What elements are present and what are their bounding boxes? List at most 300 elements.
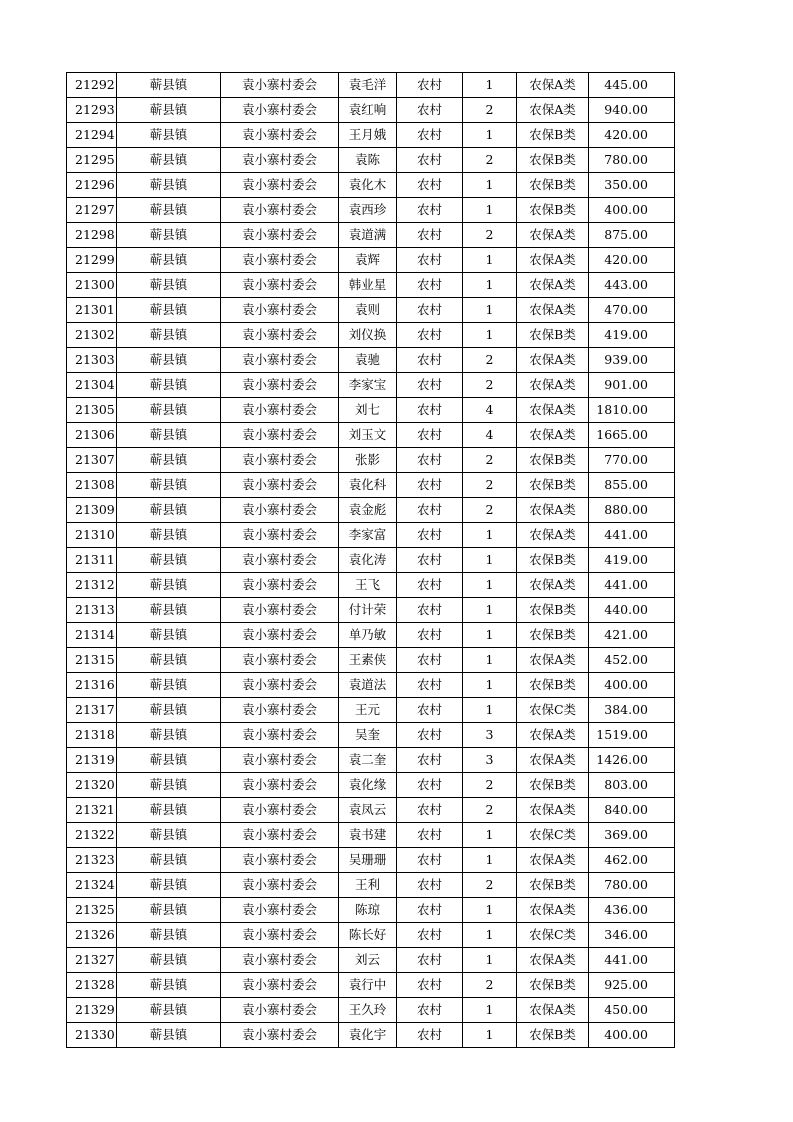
household-count-cell: 4 xyxy=(463,398,517,423)
town-cell: 蕲县镇 xyxy=(117,623,221,648)
table-row xyxy=(67,298,675,323)
town-cell: 蕲县镇 xyxy=(117,648,221,673)
amount-cell: 350.00 xyxy=(589,173,675,198)
town-cell: 蕲县镇 xyxy=(117,398,221,423)
person-name-cell: 袁行中 xyxy=(339,973,397,998)
record-id-cell: 21322 xyxy=(67,823,117,848)
town-cell: 蕲县镇 xyxy=(117,748,221,773)
residence-type-cell: 农村 xyxy=(397,273,463,298)
village-committee-cell: 袁小寨村委会 xyxy=(221,273,339,298)
person-name-cell: 付计荣 xyxy=(339,598,397,623)
amount-cell: 452.00 xyxy=(589,648,675,673)
residence-type-cell: 农村 xyxy=(397,898,463,923)
residence-type-cell: 农村 xyxy=(397,648,463,673)
category-cell: 农保B类 xyxy=(517,973,589,998)
person-name-cell: 袁化木 xyxy=(339,173,397,198)
record-id-cell: 21319 xyxy=(67,748,117,773)
town-cell: 蕲县镇 xyxy=(117,148,221,173)
category-cell: 农保A类 xyxy=(517,273,589,298)
record-id-cell: 21323 xyxy=(67,848,117,873)
category-cell: 农保A类 xyxy=(517,998,589,1023)
person-name-cell: 袁毛洋 xyxy=(339,73,397,98)
household-count-cell: 2 xyxy=(463,798,517,823)
village-committee-cell: 袁小寨村委会 xyxy=(221,223,339,248)
town-cell: 蕲县镇 xyxy=(117,98,221,123)
residence-type-cell: 农村 xyxy=(397,123,463,148)
household-count-cell: 1 xyxy=(463,923,517,948)
category-cell: 农保A类 xyxy=(517,798,589,823)
village-committee-cell: 袁小寨村委会 xyxy=(221,323,339,348)
person-name-cell: 袁二奎 xyxy=(339,748,397,773)
amount-cell: 441.00 xyxy=(589,948,675,973)
household-count-cell: 2 xyxy=(463,498,517,523)
amount-cell: 1426.00 xyxy=(589,748,675,773)
table-row xyxy=(67,248,675,273)
residence-type-cell: 农村 xyxy=(397,623,463,648)
village-committee-cell: 袁小寨村委会 xyxy=(221,798,339,823)
amount-cell: 420.00 xyxy=(589,123,675,148)
household-count-cell: 1 xyxy=(463,548,517,573)
residence-type-cell: 农村 xyxy=(397,873,463,898)
amount-cell: 840.00 xyxy=(589,798,675,823)
village-committee-cell: 袁小寨村委会 xyxy=(221,1023,339,1048)
person-name-cell: 王利 xyxy=(339,873,397,898)
town-cell: 蕲县镇 xyxy=(117,498,221,523)
person-name-cell: 吴奎 xyxy=(339,723,397,748)
table-row xyxy=(67,148,675,173)
residence-type-cell: 农村 xyxy=(397,673,463,698)
village-committee-cell: 袁小寨村委会 xyxy=(221,648,339,673)
person-name-cell: 袁金彪 xyxy=(339,498,397,523)
amount-cell: 419.00 xyxy=(589,548,675,573)
town-cell: 蕲县镇 xyxy=(117,973,221,998)
category-cell: 农保B类 xyxy=(517,598,589,623)
household-count-cell: 2 xyxy=(463,773,517,798)
records-table xyxy=(66,72,675,1048)
category-cell: 农保A类 xyxy=(517,948,589,973)
residence-type-cell: 农村 xyxy=(397,798,463,823)
household-count-cell: 1 xyxy=(463,698,517,723)
household-count-cell: 1 xyxy=(463,198,517,223)
residence-type-cell: 农村 xyxy=(397,323,463,348)
household-count-cell: 2 xyxy=(463,448,517,473)
table-row xyxy=(67,523,675,548)
person-name-cell: 王久玲 xyxy=(339,998,397,1023)
residence-type-cell: 农村 xyxy=(397,448,463,473)
category-cell: 农保B类 xyxy=(517,1023,589,1048)
table-row xyxy=(67,98,675,123)
person-name-cell: 袁陈 xyxy=(339,148,397,173)
table-row xyxy=(67,498,675,523)
record-id-cell: 21318 xyxy=(67,723,117,748)
amount-cell: 440.00 xyxy=(589,598,675,623)
person-name-cell: 陈长好 xyxy=(339,923,397,948)
household-count-cell: 1 xyxy=(463,73,517,98)
town-cell: 蕲县镇 xyxy=(117,723,221,748)
table-row xyxy=(67,398,675,423)
village-committee-cell: 袁小寨村委会 xyxy=(221,398,339,423)
household-count-cell: 3 xyxy=(463,748,517,773)
amount-cell: 939.00 xyxy=(589,348,675,373)
category-cell: 农保C类 xyxy=(517,698,589,723)
person-name-cell: 袁化宇 xyxy=(339,1023,397,1048)
person-name-cell: 袁西珍 xyxy=(339,198,397,223)
household-count-cell: 1 xyxy=(463,248,517,273)
village-committee-cell: 袁小寨村委会 xyxy=(221,523,339,548)
village-committee-cell: 袁小寨村委会 xyxy=(221,723,339,748)
residence-type-cell: 农村 xyxy=(397,298,463,323)
residence-type-cell: 农村 xyxy=(397,823,463,848)
table-row xyxy=(67,223,675,248)
record-id-cell: 21320 xyxy=(67,773,117,798)
village-committee-cell: 袁小寨村委会 xyxy=(221,998,339,1023)
village-committee-cell: 袁小寨村委会 xyxy=(221,123,339,148)
record-id-cell: 21326 xyxy=(67,923,117,948)
village-committee-cell: 袁小寨村委会 xyxy=(221,623,339,648)
category-cell: 农保A类 xyxy=(517,573,589,598)
household-count-cell: 1 xyxy=(463,998,517,1023)
table-row xyxy=(67,773,675,798)
village-committee-cell: 袁小寨村委会 xyxy=(221,898,339,923)
table-row xyxy=(67,798,675,823)
category-cell: 农保B类 xyxy=(517,623,589,648)
amount-cell: 421.00 xyxy=(589,623,675,648)
record-id-cell: 21305 xyxy=(67,398,117,423)
amount-cell: 803.00 xyxy=(589,773,675,798)
household-count-cell: 1 xyxy=(463,848,517,873)
person-name-cell: 陈琼 xyxy=(339,898,397,923)
table-row xyxy=(67,173,675,198)
record-id-cell: 21297 xyxy=(67,198,117,223)
person-name-cell: 吴珊珊 xyxy=(339,848,397,873)
record-id-cell: 21302 xyxy=(67,323,117,348)
town-cell: 蕲县镇 xyxy=(117,1023,221,1048)
village-committee-cell: 袁小寨村委会 xyxy=(221,598,339,623)
category-cell: 农保A类 xyxy=(517,248,589,273)
person-name-cell: 李家宝 xyxy=(339,373,397,398)
category-cell: 农保A类 xyxy=(517,223,589,248)
amount-cell: 1519.00 xyxy=(589,723,675,748)
residence-type-cell: 农村 xyxy=(397,148,463,173)
record-id-cell: 21300 xyxy=(67,273,117,298)
village-committee-cell: 袁小寨村委会 xyxy=(221,423,339,448)
town-cell: 蕲县镇 xyxy=(117,373,221,398)
category-cell: 农保B类 xyxy=(517,448,589,473)
village-committee-cell: 袁小寨村委会 xyxy=(221,923,339,948)
amount-cell: 441.00 xyxy=(589,573,675,598)
person-name-cell: 袁化涛 xyxy=(339,548,397,573)
category-cell: 农保A类 xyxy=(517,373,589,398)
person-name-cell: 王月娥 xyxy=(339,123,397,148)
person-name-cell: 袁辉 xyxy=(339,248,397,273)
amount-cell: 400.00 xyxy=(589,1023,675,1048)
category-cell: 农保A类 xyxy=(517,648,589,673)
table-row xyxy=(67,998,675,1023)
amount-cell: 419.00 xyxy=(589,323,675,348)
category-cell: 农保C类 xyxy=(517,923,589,948)
table-row xyxy=(67,423,675,448)
category-cell: 农保B类 xyxy=(517,773,589,798)
village-committee-cell: 袁小寨村委会 xyxy=(221,148,339,173)
table-row xyxy=(67,848,675,873)
residence-type-cell: 农村 xyxy=(397,748,463,773)
person-name-cell: 刘仪换 xyxy=(339,323,397,348)
town-cell: 蕲县镇 xyxy=(117,448,221,473)
table-row xyxy=(67,473,675,498)
village-committee-cell: 袁小寨村委会 xyxy=(221,848,339,873)
table-row xyxy=(67,548,675,573)
town-cell: 蕲县镇 xyxy=(117,223,221,248)
category-cell: 农保B类 xyxy=(517,148,589,173)
category-cell: 农保A类 xyxy=(517,898,589,923)
category-cell: 农保A类 xyxy=(517,748,589,773)
village-committee-cell: 袁小寨村委会 xyxy=(221,98,339,123)
table-row xyxy=(67,723,675,748)
residence-type-cell: 农村 xyxy=(397,723,463,748)
record-id-cell: 21330 xyxy=(67,1023,117,1048)
amount-cell: 925.00 xyxy=(589,973,675,998)
town-cell: 蕲县镇 xyxy=(117,573,221,598)
table-row xyxy=(67,873,675,898)
residence-type-cell: 农村 xyxy=(397,423,463,448)
household-count-cell: 1 xyxy=(463,523,517,548)
town-cell: 蕲县镇 xyxy=(117,823,221,848)
household-count-cell: 1 xyxy=(463,298,517,323)
category-cell: 农保A类 xyxy=(517,723,589,748)
household-count-cell: 1 xyxy=(463,673,517,698)
category-cell: 农保B类 xyxy=(517,548,589,573)
town-cell: 蕲县镇 xyxy=(117,798,221,823)
town-cell: 蕲县镇 xyxy=(117,298,221,323)
record-id-cell: 21327 xyxy=(67,948,117,973)
amount-cell: 450.00 xyxy=(589,998,675,1023)
person-name-cell: 袁凤云 xyxy=(339,798,397,823)
category-cell: 农保B类 xyxy=(517,473,589,498)
person-name-cell: 刘云 xyxy=(339,948,397,973)
person-name-cell: 王素侠 xyxy=(339,648,397,673)
person-name-cell: 王飞 xyxy=(339,573,397,598)
person-name-cell: 单乃敏 xyxy=(339,623,397,648)
village-committee-cell: 袁小寨村委会 xyxy=(221,448,339,473)
category-cell: 农保A类 xyxy=(517,398,589,423)
household-count-cell: 1 xyxy=(463,648,517,673)
amount-cell: 436.00 xyxy=(589,898,675,923)
table-body xyxy=(67,73,675,1048)
town-cell: 蕲县镇 xyxy=(117,523,221,548)
person-name-cell: 袁道法 xyxy=(339,673,397,698)
amount-cell: 400.00 xyxy=(589,673,675,698)
household-count-cell: 1 xyxy=(463,1023,517,1048)
category-cell: 农保B类 xyxy=(517,673,589,698)
town-cell: 蕲县镇 xyxy=(117,273,221,298)
amount-cell: 875.00 xyxy=(589,223,675,248)
record-id-cell: 21329 xyxy=(67,998,117,1023)
record-id-cell: 21292 xyxy=(67,73,117,98)
village-committee-cell: 袁小寨村委会 xyxy=(221,748,339,773)
amount-cell: 441.00 xyxy=(589,523,675,548)
record-id-cell: 21310 xyxy=(67,523,117,548)
table-row xyxy=(67,648,675,673)
village-committee-cell: 袁小寨村委会 xyxy=(221,298,339,323)
household-count-cell: 2 xyxy=(463,873,517,898)
household-count-cell: 2 xyxy=(463,98,517,123)
household-count-cell: 2 xyxy=(463,973,517,998)
town-cell: 蕲县镇 xyxy=(117,773,221,798)
amount-cell: 369.00 xyxy=(589,823,675,848)
residence-type-cell: 农村 xyxy=(397,698,463,723)
record-id-cell: 21309 xyxy=(67,498,117,523)
village-committee-cell: 袁小寨村委会 xyxy=(221,498,339,523)
person-name-cell: 刘七 xyxy=(339,398,397,423)
table-row xyxy=(67,823,675,848)
amount-cell: 346.00 xyxy=(589,923,675,948)
amount-cell: 462.00 xyxy=(589,848,675,873)
record-id-cell: 21314 xyxy=(67,623,117,648)
table-row xyxy=(67,373,675,398)
residence-type-cell: 农村 xyxy=(397,573,463,598)
town-cell: 蕲县镇 xyxy=(117,598,221,623)
record-id-cell: 21294 xyxy=(67,123,117,148)
category-cell: 农保B类 xyxy=(517,198,589,223)
record-id-cell: 21308 xyxy=(67,473,117,498)
person-name-cell: 袁道满 xyxy=(339,223,397,248)
record-id-cell: 21303 xyxy=(67,348,117,373)
village-committee-cell: 袁小寨村委会 xyxy=(221,773,339,798)
record-id-cell: 21317 xyxy=(67,698,117,723)
town-cell: 蕲县镇 xyxy=(117,848,221,873)
town-cell: 蕲县镇 xyxy=(117,123,221,148)
category-cell: 农保A类 xyxy=(517,298,589,323)
household-count-cell: 2 xyxy=(463,473,517,498)
amount-cell: 1665.00 xyxy=(589,423,675,448)
residence-type-cell: 农村 xyxy=(397,998,463,1023)
town-cell: 蕲县镇 xyxy=(117,423,221,448)
amount-cell: 780.00 xyxy=(589,148,675,173)
town-cell: 蕲县镇 xyxy=(117,348,221,373)
record-id-cell: 21306 xyxy=(67,423,117,448)
record-id-cell: 21313 xyxy=(67,598,117,623)
person-name-cell: 袁书建 xyxy=(339,823,397,848)
table-row xyxy=(67,973,675,998)
record-id-cell: 21315 xyxy=(67,648,117,673)
person-name-cell: 袁驰 xyxy=(339,348,397,373)
category-cell: 农保B类 xyxy=(517,873,589,898)
residence-type-cell: 农村 xyxy=(397,848,463,873)
household-count-cell: 1 xyxy=(463,323,517,348)
amount-cell: 384.00 xyxy=(589,698,675,723)
person-name-cell: 王元 xyxy=(339,698,397,723)
person-name-cell: 袁则 xyxy=(339,298,397,323)
record-id-cell: 21325 xyxy=(67,898,117,923)
record-id-cell: 21301 xyxy=(67,298,117,323)
household-count-cell: 2 xyxy=(463,223,517,248)
residence-type-cell: 农村 xyxy=(397,773,463,798)
residence-type-cell: 农村 xyxy=(397,973,463,998)
record-id-cell: 21296 xyxy=(67,173,117,198)
record-id-cell: 21311 xyxy=(67,548,117,573)
village-committee-cell: 袁小寨村委会 xyxy=(221,548,339,573)
record-id-cell: 21298 xyxy=(67,223,117,248)
person-name-cell: 李家富 xyxy=(339,523,397,548)
village-committee-cell: 袁小寨村委会 xyxy=(221,373,339,398)
residence-type-cell: 农村 xyxy=(397,548,463,573)
amount-cell: 780.00 xyxy=(589,873,675,898)
household-count-cell: 1 xyxy=(463,598,517,623)
amount-cell: 855.00 xyxy=(589,473,675,498)
household-count-cell: 1 xyxy=(463,898,517,923)
village-committee-cell: 袁小寨村委会 xyxy=(221,698,339,723)
village-committee-cell: 袁小寨村委会 xyxy=(221,873,339,898)
category-cell: 农保B类 xyxy=(517,173,589,198)
town-cell: 蕲县镇 xyxy=(117,198,221,223)
person-name-cell: 刘玉文 xyxy=(339,423,397,448)
person-name-cell: 袁红响 xyxy=(339,98,397,123)
person-name-cell: 袁化缘 xyxy=(339,773,397,798)
record-id-cell: 21295 xyxy=(67,148,117,173)
village-committee-cell: 袁小寨村委会 xyxy=(221,473,339,498)
residence-type-cell: 农村 xyxy=(397,473,463,498)
residence-type-cell: 农村 xyxy=(397,598,463,623)
residence-type-cell: 农村 xyxy=(397,248,463,273)
household-count-cell: 2 xyxy=(463,348,517,373)
table-row xyxy=(67,898,675,923)
town-cell: 蕲县镇 xyxy=(117,473,221,498)
record-id-cell: 21299 xyxy=(67,248,117,273)
amount-cell: 880.00 xyxy=(589,498,675,523)
amount-cell: 940.00 xyxy=(589,98,675,123)
village-committee-cell: 袁小寨村委会 xyxy=(221,948,339,973)
household-count-cell: 4 xyxy=(463,423,517,448)
record-id-cell: 21324 xyxy=(67,873,117,898)
residence-type-cell: 农村 xyxy=(397,173,463,198)
category-cell: 农保B类 xyxy=(517,323,589,348)
town-cell: 蕲县镇 xyxy=(117,73,221,98)
table-row xyxy=(67,123,675,148)
person-name-cell: 张影 xyxy=(339,448,397,473)
category-cell: 农保A类 xyxy=(517,348,589,373)
table-row xyxy=(67,748,675,773)
amount-cell: 1810.00 xyxy=(589,398,675,423)
category-cell: 农保A类 xyxy=(517,423,589,448)
village-committee-cell: 袁小寨村委会 xyxy=(221,823,339,848)
category-cell: 农保C类 xyxy=(517,823,589,848)
table-row xyxy=(67,598,675,623)
town-cell: 蕲县镇 xyxy=(117,698,221,723)
village-committee-cell: 袁小寨村委会 xyxy=(221,248,339,273)
category-cell: 农保A类 xyxy=(517,73,589,98)
town-cell: 蕲县镇 xyxy=(117,248,221,273)
residence-type-cell: 农村 xyxy=(397,373,463,398)
household-count-cell: 1 xyxy=(463,123,517,148)
residence-type-cell: 农村 xyxy=(397,948,463,973)
table-row xyxy=(67,73,675,98)
residence-type-cell: 农村 xyxy=(397,223,463,248)
table-row xyxy=(67,673,675,698)
town-cell: 蕲县镇 xyxy=(117,173,221,198)
person-name-cell: 袁化科 xyxy=(339,473,397,498)
table-row xyxy=(67,448,675,473)
residence-type-cell: 农村 xyxy=(397,73,463,98)
household-count-cell: 1 xyxy=(463,173,517,198)
household-count-cell: 2 xyxy=(463,148,517,173)
household-count-cell: 2 xyxy=(463,373,517,398)
record-id-cell: 21328 xyxy=(67,973,117,998)
table-row xyxy=(67,323,675,348)
household-count-cell: 1 xyxy=(463,823,517,848)
record-id-cell: 21312 xyxy=(67,573,117,598)
town-cell: 蕲县镇 xyxy=(117,923,221,948)
record-id-cell: 21293 xyxy=(67,98,117,123)
